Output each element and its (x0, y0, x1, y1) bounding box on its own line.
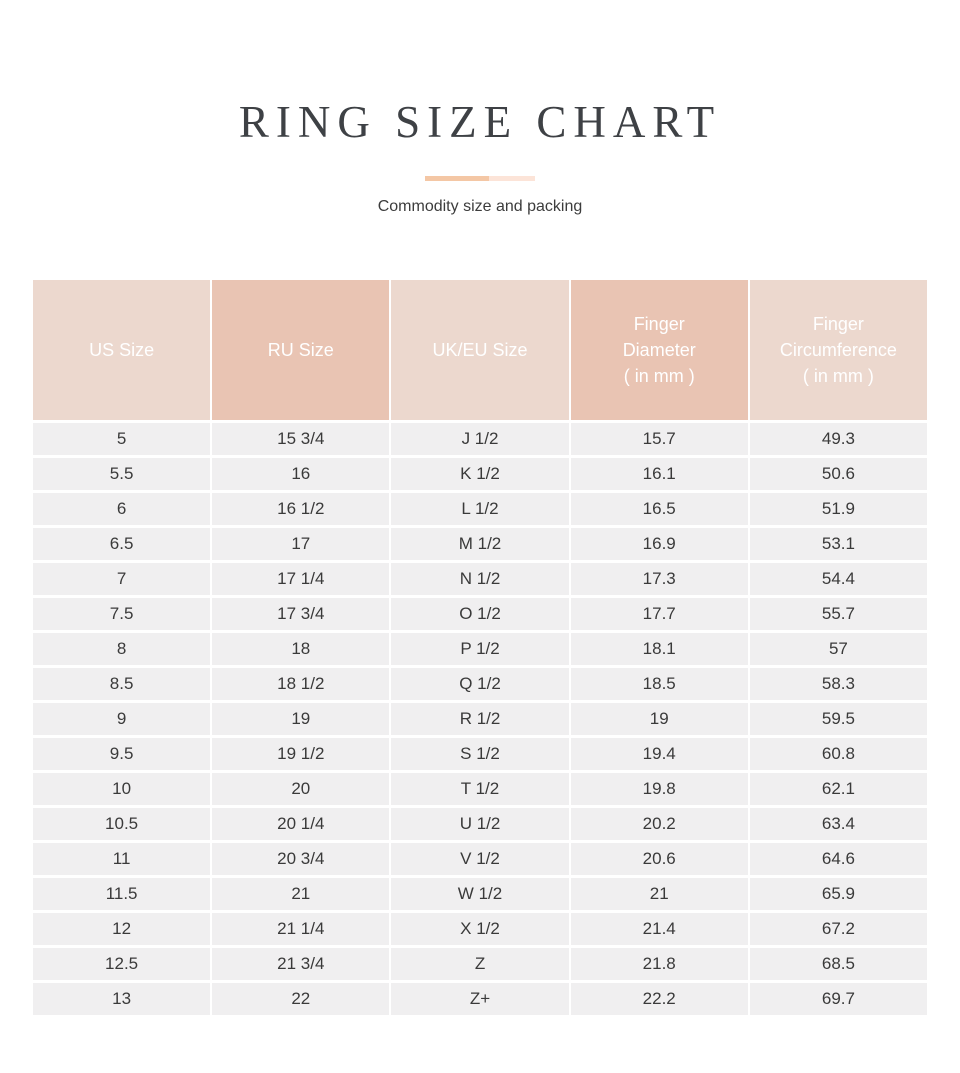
table-row (33, 738, 927, 770)
column-header (210, 280, 389, 420)
column-header-line: Diameter (622, 340, 696, 361)
table-row (33, 773, 927, 805)
table-cell: 5 (33, 423, 210, 455)
table-cell: 17.3 (569, 563, 748, 595)
table-cell: 62.1 (748, 773, 927, 805)
table-cell: 11.5 (33, 878, 210, 910)
table-cell: 7.5 (33, 598, 210, 630)
table-cell: 10.5 (33, 808, 210, 840)
table-cell: K 1/2 (389, 458, 568, 490)
table-cell: 6.5 (33, 528, 210, 560)
table-cell: 12.5 (33, 948, 210, 980)
table-cell: 22 (210, 983, 389, 1015)
table-cell: 64.6 (748, 843, 927, 875)
table-row (33, 458, 927, 490)
table-row (33, 493, 927, 525)
column-header-line: US Size (89, 340, 155, 361)
table-cell: 59.5 (748, 703, 927, 735)
table-cell: 55.7 (748, 598, 927, 630)
table-cell: 20.2 (569, 808, 748, 840)
table-cell: 12 (33, 913, 210, 945)
table-cell: 17 (210, 528, 389, 560)
table-cell: 63.4 (748, 808, 927, 840)
table-cell: 21 (210, 878, 389, 910)
divider-left-segment (425, 176, 489, 181)
table-header-row (33, 280, 927, 420)
table-cell: 8.5 (33, 668, 210, 700)
table-row (33, 878, 927, 910)
table-cell: 18.1 (569, 633, 748, 665)
column-header-line: ( in mm ) (802, 366, 874, 387)
column-header-line: Circumference (779, 340, 897, 361)
table-cell: 19 1/2 (210, 738, 389, 770)
table-cell: Z (389, 948, 568, 980)
table-cell: V 1/2 (389, 843, 568, 875)
table-cell: 49.3 (748, 423, 927, 455)
table-cell: P 1/2 (389, 633, 568, 665)
table-cell: 17 1/4 (210, 563, 389, 595)
table-cell: 9 (33, 703, 210, 735)
table-cell: 8 (33, 633, 210, 665)
table-row (33, 598, 927, 630)
table-row (33, 983, 927, 1015)
table-cell: 51.9 (748, 493, 927, 525)
table-cell: 5.5 (33, 458, 210, 490)
table-cell: N 1/2 (389, 563, 568, 595)
table-cell: R 1/2 (389, 703, 568, 735)
table-cell: 20 3/4 (210, 843, 389, 875)
table-cell: 15 3/4 (210, 423, 389, 455)
table-cell: 6 (33, 493, 210, 525)
table-cell: 15.7 (569, 423, 748, 455)
table-cell: 57 (748, 633, 927, 665)
table-cell: 58.3 (748, 668, 927, 700)
table-cell: X 1/2 (389, 913, 568, 945)
title-divider (0, 176, 960, 181)
table-row (33, 948, 927, 980)
table-cell: 19 (210, 703, 389, 735)
table-row (33, 913, 927, 945)
table-cell: 18.5 (569, 668, 748, 700)
table-cell: 21 1/4 (210, 913, 389, 945)
table-row (33, 528, 927, 560)
table-row (33, 633, 927, 665)
table-cell: 68.5 (748, 948, 927, 980)
column-header-line: Finger (812, 314, 864, 335)
table-cell: 19 (569, 703, 748, 735)
table-row (33, 808, 927, 840)
table-cell: 10 (33, 773, 210, 805)
table-cell: Z+ (389, 983, 568, 1015)
table-cell: J 1/2 (389, 423, 568, 455)
column-header (389, 280, 568, 420)
column-header-line: UK/EU Size (432, 340, 528, 361)
table-cell: 16 1/2 (210, 493, 389, 525)
table-cell: S 1/2 (389, 738, 568, 770)
table-cell: Q 1/2 (389, 668, 568, 700)
table-cell: W 1/2 (389, 878, 568, 910)
column-header-line: ( in mm ) (623, 366, 695, 387)
table-cell: 16.1 (569, 458, 748, 490)
column-header (569, 280, 748, 420)
table-cell: 50.6 (748, 458, 927, 490)
table-cell: L 1/2 (389, 493, 568, 525)
table-body (33, 423, 927, 1015)
table-cell: 20 1/4 (210, 808, 389, 840)
table-cell: O 1/2 (389, 598, 568, 630)
table-cell: 21.4 (569, 913, 748, 945)
table-cell: 16 (210, 458, 389, 490)
ring-size-table (33, 280, 927, 1015)
table-row (33, 703, 927, 735)
table-cell: 13 (33, 983, 210, 1015)
table-cell: 21.8 (569, 948, 748, 980)
table-cell: 16.5 (569, 493, 748, 525)
page-subtitle: Commodity size and packing (377, 198, 583, 216)
table-cell: 65.9 (748, 878, 927, 910)
table-cell: U 1/2 (389, 808, 568, 840)
column-header (748, 280, 927, 420)
table-cell: 20 (210, 773, 389, 805)
column-header (33, 280, 210, 420)
table-cell: T 1/2 (389, 773, 568, 805)
table-cell: 18 1/2 (210, 668, 389, 700)
divider-right-segment (489, 176, 535, 181)
table-cell: 21 (569, 878, 748, 910)
column-header-line: RU Size (267, 340, 334, 361)
table-cell: 19.4 (569, 738, 748, 770)
table-cell: 69.7 (748, 983, 927, 1015)
table-cell: 54.4 (748, 563, 927, 595)
table-cell: 7 (33, 563, 210, 595)
table-cell: 53.1 (748, 528, 927, 560)
table-cell: 19.8 (569, 773, 748, 805)
table-cell: 60.8 (748, 738, 927, 770)
table-row (33, 843, 927, 875)
column-header-line: Finger (633, 314, 685, 335)
table-row (33, 423, 927, 455)
table-row (33, 668, 927, 700)
table-cell: M 1/2 (389, 528, 568, 560)
table-cell: 17.7 (569, 598, 748, 630)
table-cell: 20.6 (569, 843, 748, 875)
page-title: RING SIZE CHART (238, 97, 722, 147)
table-cell: 21 3/4 (210, 948, 389, 980)
table-cell: 9.5 (33, 738, 210, 770)
table-cell: 67.2 (748, 913, 927, 945)
table-cell: 16.9 (569, 528, 748, 560)
table-cell: 11 (33, 843, 210, 875)
table-cell: 17 3/4 (210, 598, 389, 630)
table-cell: 22.2 (569, 983, 748, 1015)
table-row (33, 563, 927, 595)
table-cell: 18 (210, 633, 389, 665)
